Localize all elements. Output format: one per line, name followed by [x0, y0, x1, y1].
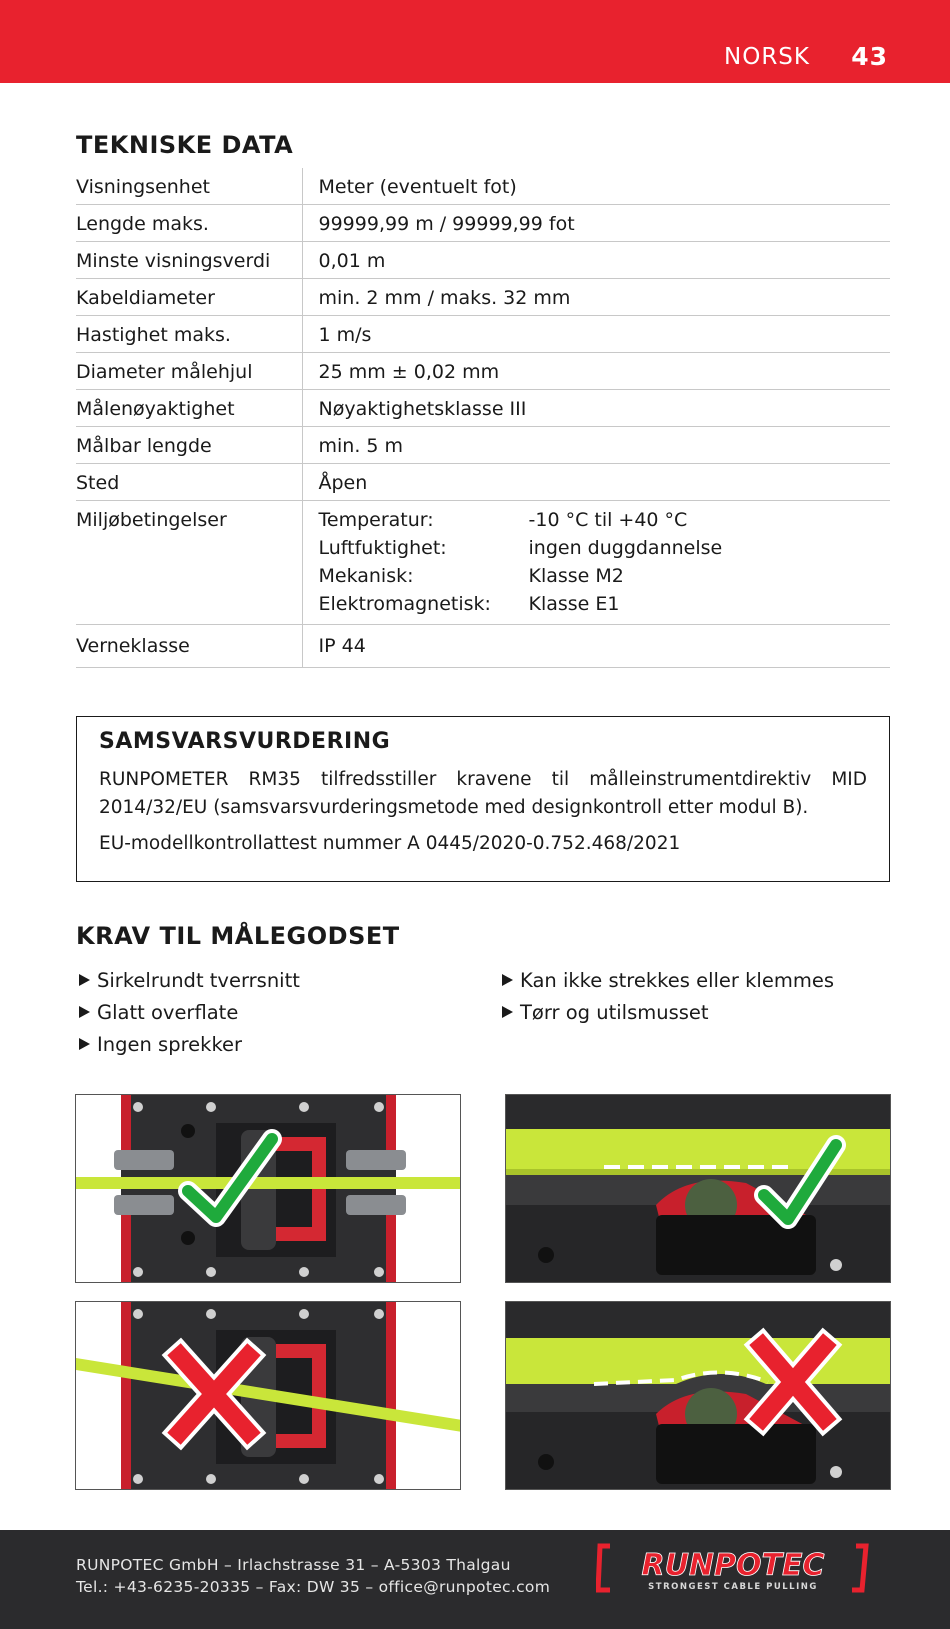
conformity-title: SAMSVARSVURDERING [99, 729, 391, 754]
page-number: 43 [851, 42, 888, 71]
list-item-text: Kan ikke strekkes eller klemmes [520, 969, 834, 992]
environment-list [319, 509, 891, 615]
photo-side-view-correct [505, 1094, 891, 1283]
tech-data-title: TEKNISKE DATA [76, 131, 294, 159]
table-row [76, 242, 890, 279]
runpotec-logo [596, 1542, 870, 1594]
row-value: Nøyaktighetsklasse III [302, 390, 890, 427]
certificate-number: EU-modellkontrollattest nummer A 0445/2020-0.752.468/2021 [99, 833, 681, 854]
list-item-text: Ingen sprekker [97, 1033, 243, 1056]
row-value: min. 5 m [302, 427, 890, 464]
row-key: Sted [76, 464, 302, 501]
env-label: Luftfuktighet: [318, 537, 447, 559]
row-value: 1 m/s [302, 316, 890, 353]
table-row [76, 205, 890, 242]
row-value: 0,01 m [302, 242, 890, 279]
table-row-environment [76, 501, 890, 625]
conformity-text: RUNPOMETER RM35 tilfredsstiller kravene til målleinstrumentdirektiv MID 2014/32/EU (samsvarsvurderingsmetode med designkontroll etter modul B). [99, 769, 867, 818]
row-value: Åpen [302, 464, 890, 501]
footer [0, 1530, 950, 1629]
triangle-bullet-icon [79, 1038, 90, 1050]
table-row [76, 390, 890, 427]
triangle-bullet-icon [79, 974, 90, 986]
logo-tagline: STRONGEST CABLE PULLING [648, 1582, 818, 1592]
list-item-text: Sirkelrundt tverrsnitt [97, 969, 300, 992]
photo-top-view-correct [75, 1094, 461, 1283]
env-label: Temperatur: [318, 509, 434, 531]
language-label: NORSK [724, 44, 810, 70]
row-key: Målbar lengde [76, 427, 302, 464]
table-row [76, 427, 890, 464]
triangle-bullet-icon [79, 1006, 90, 1018]
list-item [79, 1032, 300, 1064]
conformity-box [76, 716, 890, 882]
row-key: Diameter målehjul [76, 353, 302, 390]
table-row [76, 279, 890, 316]
row-value: 99999,99 m / 99999,99 fot [302, 205, 890, 242]
tech-data-table [76, 168, 890, 668]
env-value: Klasse M2 [528, 565, 624, 587]
row-value: 25 mm ± 0,02 mm [302, 353, 890, 390]
table-row [76, 168, 890, 205]
list-item [79, 968, 300, 1000]
list-item [79, 1000, 300, 1032]
row-key: Målenøyaktighet [76, 390, 302, 427]
list-item-text: Glatt overflate [97, 1001, 239, 1024]
env-value: -10 °C til +40 °C [528, 509, 688, 531]
table-row [76, 316, 890, 353]
photo-side-view-wrong [505, 1301, 891, 1490]
row-key: Visningsenhet [76, 168, 302, 205]
requirements-list-left [79, 968, 300, 1064]
env-value: Klasse E1 [528, 593, 620, 615]
table-row [76, 353, 890, 390]
triangle-bullet-icon [502, 1006, 513, 1018]
header-bar [0, 0, 950, 83]
env-value: ingen duggdannelse [528, 537, 723, 559]
row-value: min. 2 mm / maks. 32 mm [302, 279, 890, 316]
table-row [76, 464, 890, 501]
company-address [76, 1554, 550, 1598]
row-key: Lengde maks. [76, 205, 302, 242]
row-key: Kabeldiameter [76, 279, 302, 316]
row-key: Verneklasse [76, 625, 302, 668]
row-value: Meter (eventuelt fot) [302, 168, 890, 205]
row-key: Minste visningsverdi [76, 242, 302, 279]
list-item-text: Tørr og utilsmusset [520, 1001, 709, 1024]
env-label: Elektromagnetisk: [318, 593, 491, 615]
requirements-list-right [502, 968, 834, 1032]
requirements-title: KRAV TIL MÅLEGODSET [76, 922, 400, 950]
address-line: RUNPOTEC GmbH – Irlachstrasse 31 – A-5303 Thalgau [76, 1556, 511, 1574]
table-row [76, 625, 890, 668]
row-key: Miljøbetingelser [76, 501, 302, 625]
contact-line: Tel.: +43-6235-20335 – Fax: DW 35 – office@runpotec.com [76, 1578, 551, 1596]
list-item [502, 968, 834, 1000]
row-key: Hastighet maks. [76, 316, 302, 353]
triangle-bullet-icon [502, 974, 513, 986]
photo-top-view-wrong [75, 1301, 461, 1490]
row-value: IP 44 [302, 625, 890, 668]
list-item [502, 1000, 834, 1032]
logo-text: RUNPOTEC [641, 1548, 825, 1583]
env-label: Mekanisk: [318, 565, 414, 587]
